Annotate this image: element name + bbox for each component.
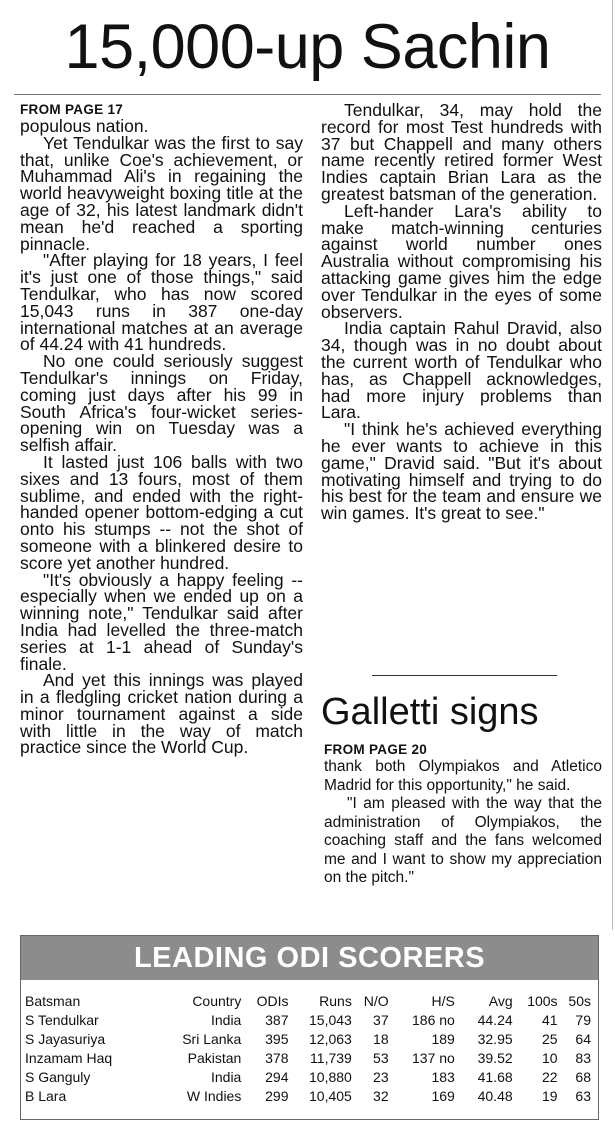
table-cell: B Lara (25, 1088, 67, 1104)
story-paragraph: "I think he's achieved everything he ever wants to achieve in this game," Dravid said. "But it's about motivating himself and trying to do his best for the team and ensure we win games. It's great to see." (321, 419, 602, 524)
column-header: 100s (527, 993, 558, 1009)
table-row (25, 1087, 591, 1106)
table-row (25, 1049, 591, 1068)
story-paragraph: "It's obviously a happy feeling -- especially when we ended up on a winning note," Tendulkar said after India had levelled the three-match series at 1-1 ahead of Sunday's finale. (20, 569, 303, 674)
table-cell: 186 no (412, 1012, 455, 1028)
table-cell: 19 (541, 1088, 558, 1104)
story-paragraph: populous nation. (20, 116, 149, 136)
secondary-story-paragraph: "I am pleased with the way that the administration of Olympiakos, the coaching staff and the fans welcomed me and I want to show my appreciation on the pitch." (324, 795, 602, 886)
table-cell: 299 (265, 1088, 289, 1104)
table-cell: 12,063 (309, 1031, 352, 1047)
story-column-left (20, 102, 303, 756)
column-header: H/S (431, 993, 455, 1009)
story-column-right (321, 102, 602, 522)
table-cell: 183 (431, 1069, 455, 1085)
table-row (25, 1068, 591, 1087)
stats-table (25, 992, 591, 1106)
table-cell: 79 (575, 1012, 591, 1028)
table-cell: W Indies (186, 1088, 242, 1104)
story-separator (372, 675, 557, 676)
column-header: 50s (568, 993, 591, 1009)
table-cell: 137 no (412, 1050, 455, 1066)
story-paragraph: Left-hander Lara's ability to make match-winning centuries against world number ones Australia without compromising his attacking game gives him the edge over Tendulkar in the eyes of some observers. (321, 200, 602, 322)
table-cell: 39.52 (477, 1050, 513, 1066)
table-cell: S Jayasuriya (25, 1031, 106, 1047)
column-header: ODIs (256, 993, 289, 1009)
stats-table-title: LEADING ODI SCORERS (21, 936, 598, 980)
table-cell: 63 (575, 1088, 591, 1104)
table-cell: 395 (265, 1031, 289, 1047)
table-cell: 22 (541, 1069, 558, 1085)
column-header: Runs (319, 993, 352, 1009)
table-cell: 64 (575, 1031, 591, 1047)
table-cell: 40.48 (477, 1088, 513, 1104)
secondary-story (324, 742, 602, 888)
table-cell: India (210, 1069, 242, 1085)
table-cell: Sri Lanka (182, 1031, 242, 1047)
column-header: Batsman (25, 993, 81, 1009)
table-cell: 41 (541, 1012, 558, 1028)
story-paragraph: No one could seriously suggest Tendulkar's innings on Friday, coming just days after his 99 in South Africa's four-wicket series-opening win on Tuesday was a selfish affair. (20, 351, 303, 456)
story-paragraph: Tendulkar, 34, may hold the record for most Test hundreds with 37 but Chappell and many others name recently retired former West Indies captain Brian Lara as the greatest batsman of the generation. (321, 100, 602, 204)
story-paragraph: "After playing for 18 years, I feel it's just one of those things," said Tendulkar, who has now scored 15,043 runs in 387 one-day international matches at an average of 44.24 with 41 hundreds. (20, 250, 303, 355)
story-paragraph: India captain Rahul Dravid, also 34, though was in no doubt about the current worth of Tendulkar who has, as Chappell acknowledges, had more injury problems than Lara. (321, 318, 602, 423)
table-cell: 23 (373, 1069, 389, 1085)
secondary-story-paragraph: thank both Olympiakos and Atletico Madrid for this opportunity," he said. (324, 758, 602, 794)
column-divider (612, 0, 613, 930)
story-paragraph: It lasted just 106 balls with two sixes and 13 fours, most of them sublime, and ended with the right-handed opener bottom-edging a cut onto his stumps -- not the shot of someone with a blinkered desire to score yet another hundred. (20, 451, 303, 573)
table-cell: Pakistan (187, 1050, 242, 1066)
table-cell: 189 (431, 1031, 455, 1047)
page-title: 15,000-up Sachin (64, 12, 551, 82)
table-cell: 53 (373, 1050, 389, 1066)
stats-table-box (20, 935, 599, 1120)
secondary-story-kicker: FROM PAGE 20 (324, 742, 428, 757)
table-cell: S Tendulkar (25, 1012, 99, 1028)
table-cell: 294 (265, 1069, 289, 1085)
table-cell: 10 (541, 1050, 558, 1066)
table-cell: 169 (431, 1088, 455, 1104)
table-row (25, 1030, 591, 1049)
table-cell: India (210, 1012, 242, 1028)
table-cell: 37 (373, 1012, 389, 1028)
column-header: Avg (488, 993, 513, 1009)
table-cell: 83 (575, 1050, 591, 1066)
table-cell: 10,405 (309, 1088, 352, 1104)
title-rule (14, 94, 601, 95)
table-cell: 378 (265, 1050, 289, 1066)
table-cell: 10,880 (309, 1069, 352, 1085)
story-paragraph: Yet Tendulkar was the first to say that, unlike Coe's achievement, or Muhammad Ali's in regaining the world heavyweight boxing title at the age of 32, his latest landmark didn't mean he'd reached a sporting pinnacle. (20, 132, 303, 254)
table-cell: 32 (373, 1088, 389, 1104)
table-cell: 387 (265, 1012, 289, 1028)
table-row (25, 1011, 591, 1030)
story-paragraph: And yet this innings was played in a fledgling cricket nation during a minor tournament against a side with little in the way of match practice since the World Cup. (20, 670, 303, 758)
table-cell: S Ganguly (25, 1069, 91, 1085)
table-header-row (25, 992, 591, 1011)
table-cell: 15,043 (309, 1012, 352, 1028)
secondary-headline: Galletti signs (321, 691, 539, 733)
table-cell: 68 (575, 1069, 591, 1085)
table-cell: 25 (541, 1031, 558, 1047)
column-header: Country (192, 993, 242, 1009)
story-kicker: FROM PAGE 17 (20, 102, 124, 117)
table-cell: Inzamam Haq (25, 1050, 113, 1066)
table-cell: 32.95 (477, 1031, 513, 1047)
column-header: N/O (363, 993, 389, 1009)
table-cell: 44.24 (477, 1012, 513, 1028)
table-cell: 18 (373, 1031, 389, 1047)
table-cell: 41.68 (477, 1069, 513, 1085)
table-cell: 11,739 (310, 1050, 352, 1066)
